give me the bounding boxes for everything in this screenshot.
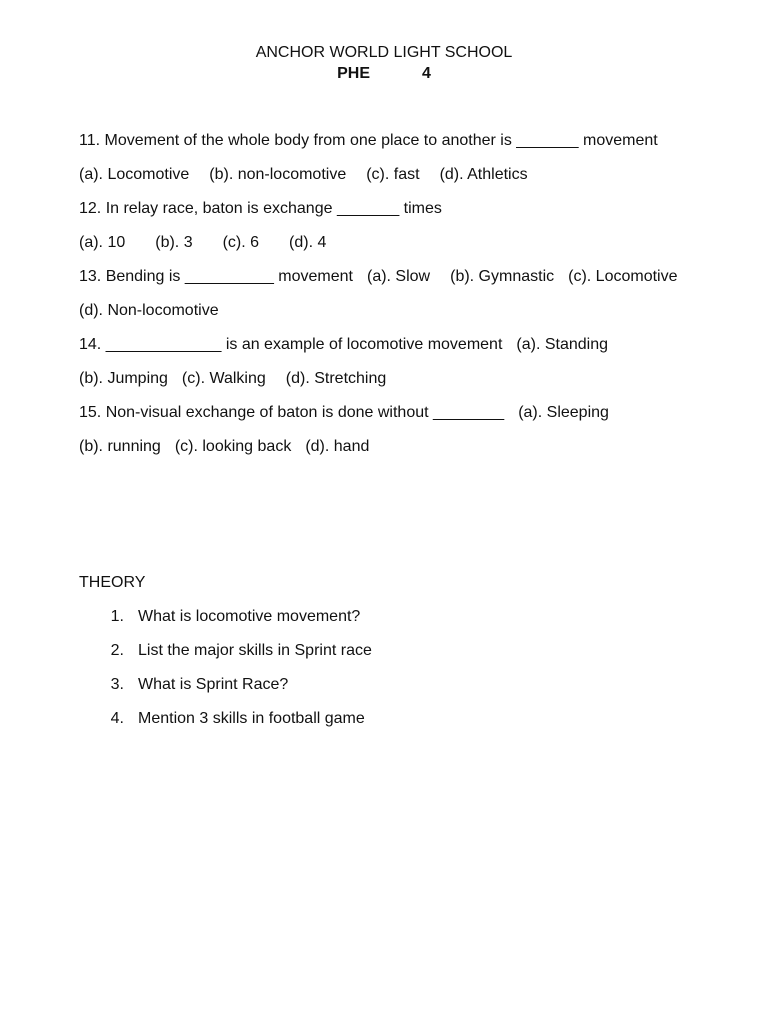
question-11-option-d: (d). Athletics — [439, 166, 528, 183]
question-12-option-d: (d). 4 — [289, 234, 327, 251]
theory-list — [79, 606, 372, 742]
question-13-option-d: (d). Non-locomotive — [79, 302, 219, 319]
theory-item — [79, 708, 372, 742]
question-14-option-d: (d). Stretching — [285, 370, 387, 387]
theory-item-number: 4. — [110, 710, 124, 727]
theory-item-text: What is locomotive movement? — [138, 608, 361, 625]
question-15-line — [79, 402, 719, 436]
theory-item — [79, 674, 372, 708]
question-14-option-c: (c). Walking — [181, 370, 266, 387]
theory-item-text: List the major skills in Sprint race — [138, 642, 372, 659]
question-12-options — [79, 232, 719, 266]
question-11-option-b: (b). non-locomotive — [209, 166, 347, 183]
question-14-text: 14. _____________ is an example of locomotive movement — [79, 336, 503, 353]
theory-item-text: Mention 3 skills in football game — [138, 710, 365, 727]
question-13-text: 13. Bending is __________ movement — [79, 268, 353, 285]
question-11-option-c: (c). fast — [366, 166, 420, 183]
question-15-text: 15. Non-visual exchange of baton is done without ________ — [79, 404, 505, 421]
theory-heading: THEORY — [79, 574, 146, 591]
question-12-option-a: (a). 10 — [79, 234, 126, 251]
objective-questions — [79, 130, 719, 470]
question-12-option-c: (c). 6 — [222, 234, 260, 251]
theory-item — [79, 640, 372, 674]
question-15-option-c: (c). looking back — [174, 438, 292, 455]
question-14-line — [79, 334, 719, 368]
document-header — [0, 42, 768, 84]
question-11-option-a: (a). Locomotive — [79, 166, 190, 183]
question-15-options — [79, 436, 719, 470]
question-15-option-a: (a). Sleeping — [518, 404, 609, 421]
question-11-text: 11. Movement of the whole body from one place to another is _______ movement — [79, 132, 658, 149]
theory-item-text: What is Sprint Race? — [138, 676, 289, 693]
question-13-option-c: (c). Locomotive — [568, 268, 678, 285]
question-13-option-b: (b). Gymnastic — [450, 268, 555, 285]
question-12-text: 12. In relay race, baton is exchange _______ times — [79, 200, 442, 217]
grade-level: 4 — [422, 65, 431, 82]
question-11-options — [79, 164, 719, 198]
question-15-option-b: (b). running — [79, 438, 161, 455]
subject-line — [0, 63, 768, 84]
question-14-option-a: (a). Standing — [516, 336, 608, 353]
theory-item — [79, 606, 372, 640]
question-14-option-b: (b). Jumping — [79, 370, 168, 387]
question-13-line — [79, 266, 719, 300]
subject-name: PHE — [337, 65, 370, 82]
question-12-option-b: (b). 3 — [155, 234, 193, 251]
question-14-options — [79, 368, 719, 402]
theory-item-number: 2. — [110, 642, 124, 659]
school-name: ANCHOR WORLD LIGHT SCHOOL — [255, 44, 513, 61]
theory-item-number: 3. — [110, 676, 124, 693]
question-13-option-a: (a). Slow — [366, 268, 431, 285]
question-15-option-d: (d). hand — [305, 438, 370, 455]
theory-item-number: 1. — [110, 608, 124, 625]
